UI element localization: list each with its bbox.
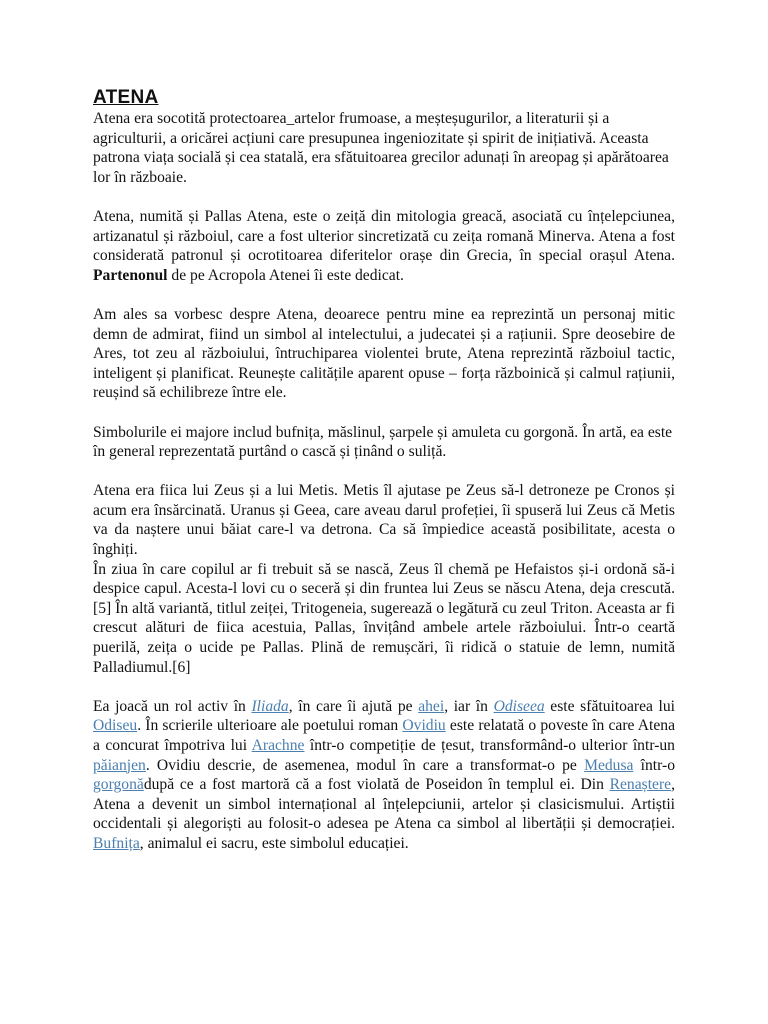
text-span: este sfătuitoarea lui — [544, 697, 676, 715]
text-span: într-o competiție de țesut, transformând-o ulterior într-un — [304, 737, 675, 754]
text-span: . Ovidiu descrie, de asemenea, modul în care a transformat-o pe — [145, 756, 585, 774]
text-span: Atena, numită și Pallas Atena, este o zeiță din mitologia greacă, asociată cu înțelepciunea, artizanatul și războiul, care a fost ulterior sincretizată cu zeița romană Minerva. Atena a fost considerată patronul și ocrotitoarea diferitelor orașe din Grecia, în special orașul Atena. — [93, 207, 675, 265]
link-gorgona[interactable]: gorgonă — [93, 776, 144, 794]
text-span: , iar în — [444, 697, 494, 715]
paragraph-intro: Atena era socotită protectoarea_artelor frumoase, a meșteșugurilor, a literaturii și a agriculturii, a oricărei acțiuni care presupunea ingeniozitate și spirit de inițiativă. Aceasta patrona viața socială și cea statală, era sfătuitoarea grecilor adunați în areopag și apărătoarea lor în războaie. — [93, 110, 669, 186]
link-bufnita[interactable]: Bufnița — [93, 834, 140, 852]
page-title: ATENA — [93, 87, 159, 108]
paragraph-gap — [93, 403, 675, 423]
paragraph-gap — [93, 677, 675, 697]
link-paianjen[interactable]: păianjen — [93, 756, 146, 774]
link-ovidiu[interactable]: Ovidiu — [402, 717, 446, 735]
paragraph-gap — [93, 285, 675, 305]
text-span: de pe Acropola Atenei îi este dedicat. — [167, 266, 404, 284]
paragraph-gap — [93, 462, 675, 482]
paragraph-gap — [93, 187, 675, 207]
paragraph-birth: Atena era fiica lui Zeus și a lui Metis. Metis îl ajutase pe Zeus să-l detroneze pe Cronos și acum era însărcinată. Uranus și Geea, care aveau darul profeției, îi spuseră lui Zeus că Metis va da naștere unui băiat care-l va detrona. Ca să împiedice această posibilitate, acesta o înghiți. — [93, 482, 675, 559]
document-page — [93, 86, 675, 854]
link-arachne[interactable]: Arachne — [251, 737, 305, 754]
text-span: Ea joacă un rol activ în — [93, 697, 252, 715]
text-span: . În scrierile ulterioare ale poetului roman — [137, 717, 403, 735]
link-ahei[interactable]: ahei — [418, 697, 445, 715]
link-odiseu[interactable]: Odiseu — [93, 717, 138, 735]
link-iliada[interactable]: Iliada — [251, 697, 289, 715]
text-span: , în care îi ajută pe — [288, 697, 419, 715]
text-span: într-o — [633, 756, 675, 774]
text-span: este relatată o poveste în care Atena a concurat împotriva lui — [93, 717, 675, 754]
text-span: după ce a fost martoră că a fost violată de Poseidon în templul ei. Din — [143, 776, 610, 794]
link-medusa[interactable]: Medusa — [584, 756, 634, 774]
bold-partenonul: Partenonul — [93, 266, 168, 284]
link-odiseea[interactable]: Odiseea — [493, 697, 545, 715]
paragraph-hefaistos: În ziua în care copilul ar fi trebuit să se nască, Zeus îl chemă pe Hefaistos și-i ordonă să-i despice capul. Acesta-l lovi cu o seceră și din fruntea lui Zeus se născu Atena, deja crescută.[5] În altă variantă, titlul zeiței, Tritogeneia, sugerează o legătură cu zeul Triton. Aceasta ar fi crescut alături de fiica acestuia, Pallas, învițând ambele artele războiului. Într-o ceartă puerilă, zeița o ucide pe Pallas. Plină de remușcări, îi ridică o statuie de lemn, numită Palladiumul.[6] — [93, 560, 675, 676]
paragraph-pallas — [93, 207, 675, 285]
paragraph-symbols: Simbolurile ei majore includ bufnița, măslinul, șarpele și amuleta cu gorgonă. În artă, ea este în general reprezentată purtând o cască și ținând o suliță. — [93, 423, 673, 461]
paragraph-opinion: Am ales sa vorbesc despre Atena, deoarece pentru mine ea reprezintă un personaj mitic demn de admirat, fiind un simbol al intelectului, a judecatei și a rațiunii. Spre deosebire de Ares, tot zeu al războiului, întruchiparea violentei brute, Atena reprezintă războiul tactic, inteligent și planificat. Reunește calitățile aparent opuse – forța războinică și calmul rațiunii, reușind să echilibreze între ele. — [93, 305, 675, 402]
text-span: , animalul ei sacru, este simbolul educației. — [139, 834, 409, 852]
paragraph-literature — [93, 697, 675, 854]
link-renastere[interactable]: Renaștere — [609, 776, 672, 794]
text-span: , Atena a devenit un simbol internațional al înțelepciunii, artelor și clasicismului. Artiștii occidentali și alegoriști au folosit-o adesea pe Atena ca simbol al libertății și democrației. — [93, 776, 675, 833]
